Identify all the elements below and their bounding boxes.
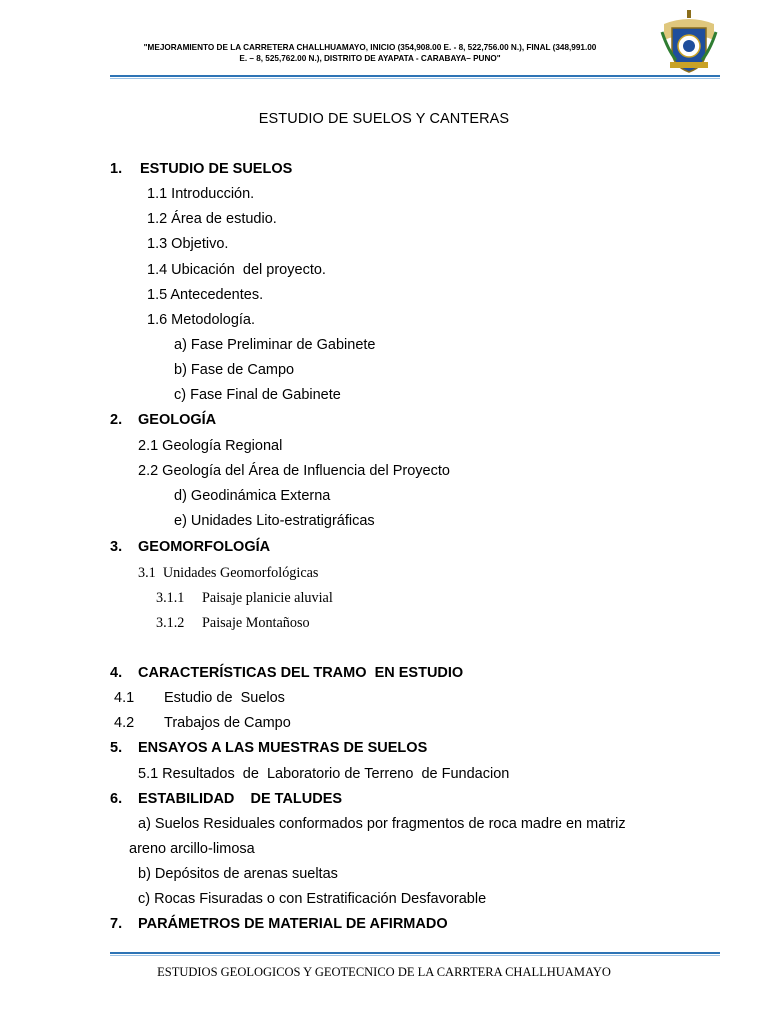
header-line-2: E. – 8, 525,762.00 N.), DISTRITO DE AYAPATA - CARABAYA– PUNO" bbox=[239, 54, 501, 63]
toc-item-1-2: 1.2 Área de estudio. bbox=[147, 211, 277, 227]
section-4-title: CARACTERÍSTICAS DEL TRAMO EN ESTUDIO bbox=[138, 665, 464, 681]
toc-item-4-1-number: 4.1 bbox=[114, 690, 135, 706]
footer-rule-light bbox=[110, 955, 720, 956]
toc-item-1-1: 1.1 Introducción. bbox=[147, 186, 255, 202]
toc-item-6-c: c) Rocas Fisuradas o con Estratificación Desfavorable bbox=[138, 891, 487, 907]
document-title: ESTUDIO DE SUELOS Y CANTERAS bbox=[258, 111, 510, 127]
section-3-number: 3. bbox=[110, 539, 123, 555]
footer-rule bbox=[110, 952, 720, 954]
toc-item-3-1: 3.1 Unidades Geomorfológicas bbox=[138, 565, 319, 581]
municipal-seal-icon bbox=[658, 10, 720, 74]
section-3-title: GEOMORFOLOGÍA bbox=[138, 539, 271, 555]
toc-item-3-1-1-title: Paisaje planicie aluvial bbox=[202, 590, 333, 606]
toc-item-1-5: 1.5 Antecedentes. bbox=[147, 287, 264, 303]
toc-item-2-2-d: d) Geodinámica Externa bbox=[174, 488, 331, 504]
toc-item-6-a-line-1: a) Suelos Residuales conformados por fragmentos de roca madre en matriz bbox=[138, 816, 626, 832]
toc-item-5-1: 5.1 Resultados de Laboratorio de Terreno de Fundacion bbox=[138, 766, 510, 782]
section-7-title: PARÁMETROS DE MATERIAL DE AFIRMADO bbox=[138, 916, 448, 932]
toc-item-3-1-1-number: 3.1.1 bbox=[156, 590, 185, 606]
toc-item-4-2-number: 4.2 bbox=[114, 715, 135, 731]
toc-item-6-a-line-2: areno arcillo-limosa bbox=[129, 841, 255, 857]
toc-item-2-2-e: e) Unidades Lito-estratigráficas bbox=[174, 513, 375, 529]
toc-item-1-6-b: b) Fase de Campo bbox=[174, 362, 295, 378]
header-project-title bbox=[110, 42, 630, 64]
header-line-1: "MEJORAMIENTO DE LA CARRETERA CHALLHUAMAYO, INICIO (354,908.00 E. - 8, 522,756.00 N.), FINAL (348,991.00 bbox=[143, 43, 597, 52]
toc-item-2-2: 2.2 Geología del Área de Influencia del Proyecto bbox=[138, 463, 450, 479]
section-5-title: ENSAYOS A LAS MUESTRAS DE SUELOS bbox=[138, 740, 428, 756]
toc-item-1-4: 1.4 Ubicación del proyecto. bbox=[147, 262, 326, 278]
section-6-title: ESTABILIDAD DE TALUDES bbox=[138, 791, 343, 807]
section-2-title: GEOLOGÍA bbox=[138, 412, 217, 428]
section-4-number: 4. bbox=[110, 665, 123, 681]
footer-text: ESTUDIOS GEOLOGICOS Y GEOTECNICO DE LA CARRTERA CHALLHUAMAYO bbox=[157, 965, 611, 979]
toc-item-1-6-c: c) Fase Final de Gabinete bbox=[174, 387, 341, 403]
section-1-title: ESTUDIO DE SUELOS bbox=[140, 161, 293, 177]
section-7-number: 7. bbox=[110, 916, 123, 932]
toc-item-2-1: 2.1 Geología Regional bbox=[138, 438, 283, 454]
toc-item-3-1-2-number: 3.1.2 bbox=[156, 615, 185, 631]
header-rule bbox=[110, 75, 720, 77]
toc-item-1-6-a: a) Fase Preliminar de Gabinete bbox=[174, 337, 376, 353]
toc-item-4-1-title: Estudio de Suelos bbox=[164, 690, 285, 706]
section-5-number: 5. bbox=[110, 740, 123, 756]
toc-item-6-b: b) Depósitos de arenas sueltas bbox=[138, 866, 338, 882]
section-1-number: 1. bbox=[110, 161, 123, 177]
toc-item-1-6: 1.6 Metodología. bbox=[147, 312, 256, 328]
toc-item-1-3: 1.3 Objetivo. bbox=[147, 236, 229, 252]
header-rule-light bbox=[110, 78, 720, 79]
section-2-number: 2. bbox=[110, 412, 123, 428]
toc-item-4-2-title: Trabajos de Campo bbox=[164, 715, 291, 731]
section-6-number: 6. bbox=[110, 791, 123, 807]
toc-item-3-1-2-title: Paisaje Montañoso bbox=[202, 615, 310, 631]
